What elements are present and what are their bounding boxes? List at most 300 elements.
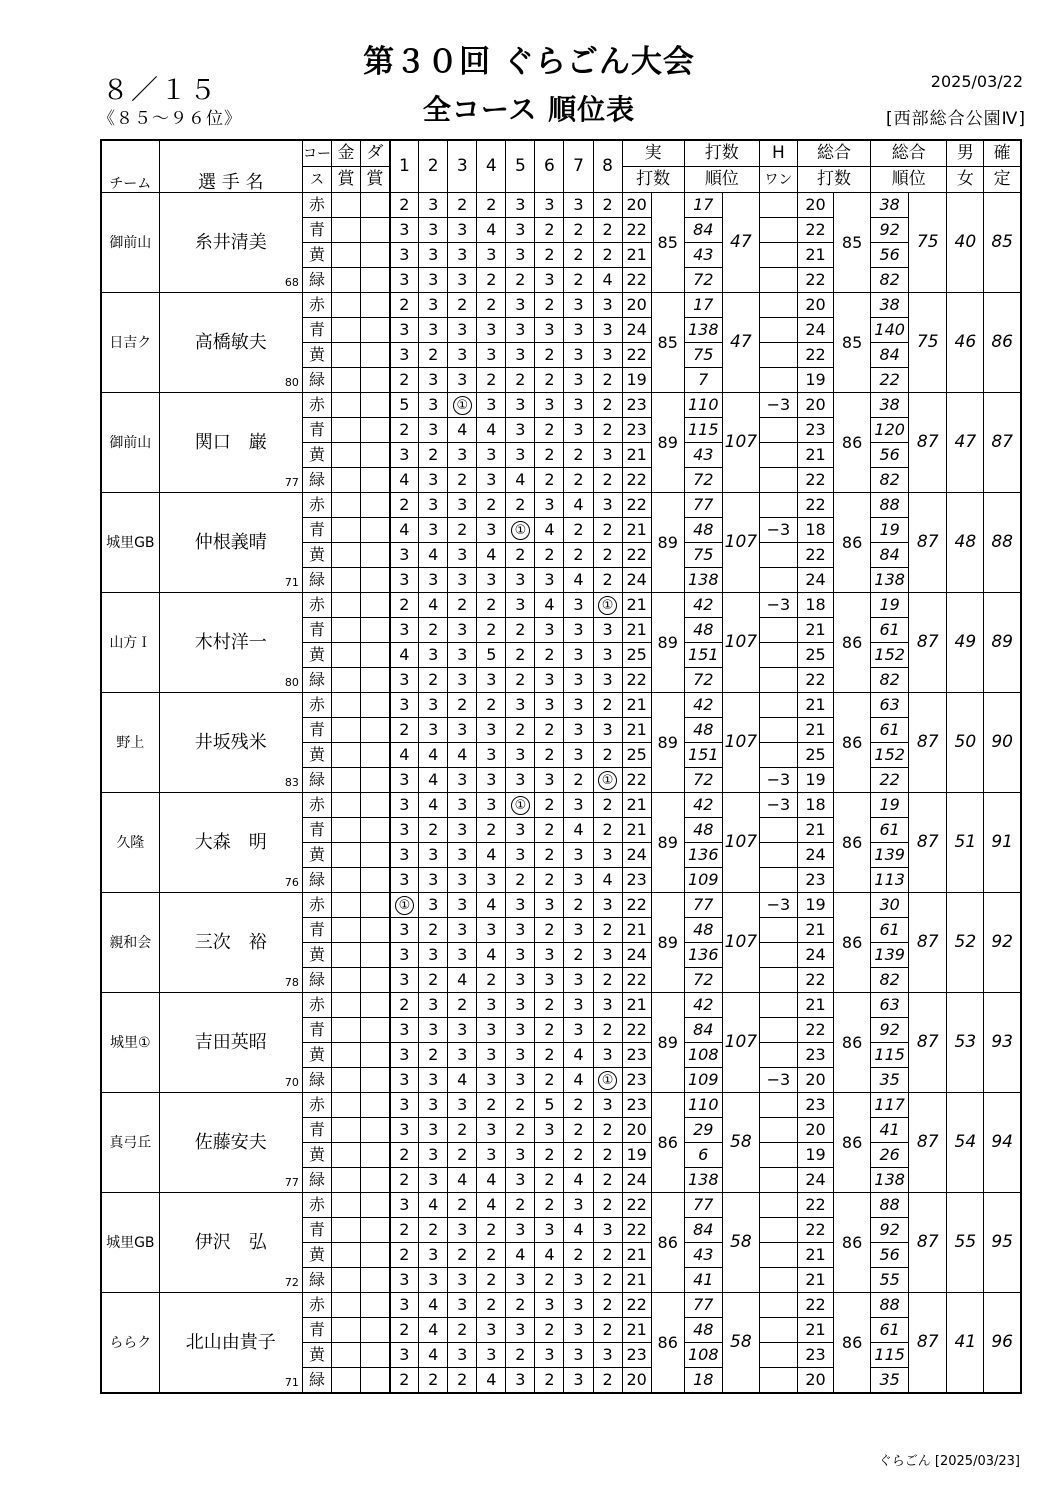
hole-score-value: 3 <box>399 945 410 964</box>
player-cell <box>159 293 302 393</box>
hole-score <box>593 993 622 1018</box>
da-prize-cell <box>361 843 390 868</box>
total-strokes: 86 <box>834 1093 871 1193</box>
actual-strokes: 85 <box>651 193 684 293</box>
adjusted-course-rank: 120 <box>871 418 909 443</box>
hole-score-value: 2 <box>544 720 555 739</box>
hole-score-value: 2 <box>428 1220 439 1239</box>
da-prize-cell <box>361 1043 390 1068</box>
hole-score <box>448 968 477 993</box>
course-rank: 42 <box>684 793 722 818</box>
hole-score-value: 4 <box>457 420 468 439</box>
course-subtotal: 24 <box>622 943 651 968</box>
hole-score <box>419 1193 448 1218</box>
course-color: 緑 <box>302 268 331 293</box>
hole-score <box>535 1093 564 1118</box>
hole-score-value: 3 <box>399 245 410 264</box>
hole-score <box>506 618 535 643</box>
hole-score <box>477 768 506 793</box>
hole-score-value: 4 <box>544 520 555 539</box>
hole-score-value: 3 <box>428 695 439 714</box>
final-rank: 86 <box>984 293 1021 393</box>
hole-score-value: 3 <box>515 195 526 214</box>
hole-score <box>564 943 593 968</box>
final-column-header-1: 確 <box>984 140 1021 167</box>
hole-score-value: 2 <box>573 945 584 964</box>
course-color: 黄 <box>302 443 331 468</box>
hole-score <box>419 793 448 818</box>
final-column-header-2: 定 <box>984 167 1021 193</box>
hole-score-value: 3 <box>573 1295 584 1314</box>
hole-score <box>593 768 622 793</box>
player-name: 井坂残米 <box>194 731 267 753</box>
hole-in-one-adjust <box>759 643 797 668</box>
hole-score-value: 2 <box>602 1245 613 1264</box>
hole-score <box>535 618 564 643</box>
gold-prize-cell <box>331 493 360 518</box>
hole-score <box>593 1143 622 1168</box>
player-cell <box>159 1293 302 1394</box>
hole-score <box>390 1293 419 1318</box>
hole-score-value: 2 <box>457 1370 468 1389</box>
hole-score <box>535 368 564 393</box>
hole-score <box>535 293 564 318</box>
hole-score <box>506 343 535 368</box>
hole-score-value: 3 <box>399 970 410 989</box>
hole-score <box>593 1168 622 1193</box>
hole-score-value: 3 <box>515 595 526 614</box>
hole-score <box>535 1243 564 1268</box>
adjusted-course-rank: 19 <box>871 793 909 818</box>
gender-rank: 50 <box>947 693 984 793</box>
hole-in-one-adjust <box>759 693 797 718</box>
course-rank: 48 <box>684 718 722 743</box>
hole-score-value: 2 <box>602 395 613 414</box>
hole-in-one-adjust <box>759 1168 797 1193</box>
hole-score-value: 3 <box>515 695 526 714</box>
hole-score <box>477 468 506 493</box>
course-rank: 17 <box>684 293 722 318</box>
hole-score-value: 2 <box>544 795 555 814</box>
adjusted-subtotal: 21 <box>797 718 833 743</box>
course-color: 黄 <box>302 243 331 268</box>
hole-score-value: 2 <box>573 470 584 489</box>
final-rank: 89 <box>984 593 1021 693</box>
hole-score <box>593 943 622 968</box>
hole-score-value: 4 <box>602 870 613 889</box>
hole-score-value: 4 <box>573 820 584 839</box>
hole-score-value: 4 <box>486 1170 497 1189</box>
da-prize-cell <box>361 968 390 993</box>
adjusted-course-rank: 19 <box>871 518 909 543</box>
hole-score <box>535 1168 564 1193</box>
hole-score-value: 3 <box>544 670 555 689</box>
hole-score-value: 2 <box>573 520 584 539</box>
gold-prize-cell <box>331 1368 360 1394</box>
hole-score <box>419 468 448 493</box>
hole-score-value: 3 <box>573 1370 584 1389</box>
course-subtotal: 22 <box>622 468 651 493</box>
hole-score <box>390 918 419 943</box>
da-prize-cell <box>361 643 390 668</box>
hole-score <box>535 943 564 968</box>
hole-score-value: 2 <box>573 220 584 239</box>
team-name: 山方Ｉ <box>101 593 159 693</box>
final-rank: 93 <box>984 993 1021 1093</box>
hole-score <box>564 1243 593 1268</box>
course-subtotal: 23 <box>622 1093 651 1118</box>
player-age: 77 <box>284 1176 299 1189</box>
course-color: 青 <box>302 718 331 743</box>
hole-score <box>564 468 593 493</box>
hole-score-value: 2 <box>602 1320 613 1339</box>
da-prize-cell <box>361 543 390 568</box>
adjusted-course-rank: 61 <box>871 1318 909 1343</box>
gold-prize-cell <box>331 193 360 218</box>
hole-score-value: 2 <box>399 995 410 1014</box>
hole-score-value: 3 <box>399 445 410 464</box>
hole-score <box>535 1218 564 1243</box>
adjusted-subtotal: 22 <box>797 493 833 518</box>
course-rank: 42 <box>684 993 722 1018</box>
adjusted-course-rank: 82 <box>871 968 909 993</box>
adjusted-subtotal: 22 <box>797 268 833 293</box>
hole-score <box>564 893 593 918</box>
player-cell <box>159 393 302 493</box>
hole-in-one-adjust <box>759 568 797 593</box>
hole-score <box>448 1343 477 1368</box>
hole-score-value: 3 <box>544 495 555 514</box>
hole-in-one-adjust: −3 <box>759 1068 797 1093</box>
hole-score <box>448 1018 477 1043</box>
hole-score-value: 2 <box>515 670 526 689</box>
course-color: 黄 <box>302 1143 331 1168</box>
course-rank: 108 <box>684 1043 722 1068</box>
hole-score <box>506 1093 535 1118</box>
total-strokes: 86 <box>834 993 871 1093</box>
course-subtotal: 23 <box>622 1343 651 1368</box>
hole-score-value: 3 <box>428 570 439 589</box>
course-subtotal: 24 <box>622 843 651 868</box>
hole-score-value: 2 <box>486 1295 497 1314</box>
course-subtotal: 21 <box>622 518 651 543</box>
hole-score <box>419 668 448 693</box>
hole-score-value: 3 <box>602 1345 613 1364</box>
hole-score <box>535 1193 564 1218</box>
course-column-header-2: ス <box>302 167 331 193</box>
total-rank: 75 <box>909 293 947 393</box>
hole-score-value: 2 <box>602 545 613 564</box>
hole-score <box>564 193 593 218</box>
hole-score <box>390 618 419 643</box>
hole-in-one-adjust <box>759 193 797 218</box>
hole-score-value: 3 <box>428 1270 439 1289</box>
course-subtotal: 20 <box>622 193 651 218</box>
hole-score-value: 3 <box>515 770 526 789</box>
hole-score-value: 4 <box>486 1195 497 1214</box>
hole-score-value: 2 <box>399 370 410 389</box>
hole-score <box>564 1193 593 1218</box>
hole-in-one-adjust: −3 <box>759 893 797 918</box>
course-color: 緑 <box>302 1268 331 1293</box>
hole-score-value: 3 <box>457 495 468 514</box>
hole-in-one-adjust <box>759 968 797 993</box>
da-prize-cell <box>361 418 390 443</box>
hole-score-value: 4 <box>428 1320 439 1339</box>
hole-score-value: 4 <box>486 895 497 914</box>
hole-score <box>477 1168 506 1193</box>
hole-score <box>390 893 419 918</box>
gold-prize-cell <box>331 1218 360 1243</box>
hole-score <box>477 968 506 993</box>
hole-score-value: 3 <box>544 270 555 289</box>
player-cell <box>159 793 302 893</box>
hole-score <box>593 693 622 718</box>
hole-score <box>419 1118 448 1143</box>
course-rank: 42 <box>684 693 722 718</box>
course-subtotal: 21 <box>622 243 651 268</box>
hole-score-value: 3 <box>428 995 439 1014</box>
adjusted-course-rank: 35 <box>871 1368 909 1394</box>
course-color: 黄 <box>302 643 331 668</box>
course-rank: 108 <box>684 1343 722 1368</box>
adjusted-subtotal: 22 <box>797 1218 833 1243</box>
hole-score-value: 2 <box>544 870 555 889</box>
adjusted-subtotal: 22 <box>797 1293 833 1318</box>
course-color: 緑 <box>302 1168 331 1193</box>
da-column-header-2: 賞 <box>361 167 390 193</box>
hole-score-value: 3 <box>515 1070 526 1089</box>
hole-score-value: 3 <box>457 320 468 339</box>
hole-in-one-adjust <box>759 818 797 843</box>
course-subtotal: 20 <box>622 1118 651 1143</box>
gender-column-header-2: 女 <box>947 167 984 193</box>
hole-score-value: 3 <box>515 395 526 414</box>
hole-score <box>477 743 506 768</box>
adjusted-course-rank: 82 <box>871 668 909 693</box>
adjusted-course-rank: 41 <box>871 1118 909 1143</box>
hole-score-value: 3 <box>573 645 584 664</box>
course-subtotal: 22 <box>622 668 651 693</box>
strokes-rank: 107 <box>722 593 759 693</box>
player-age: 80 <box>284 676 299 689</box>
hole-score <box>448 418 477 443</box>
da-prize-cell <box>361 1368 390 1394</box>
da-prize-cell <box>361 1193 390 1218</box>
hole-score <box>419 1068 448 1093</box>
course-rank: 77 <box>684 1193 722 1218</box>
hole-score-value: 3 <box>428 195 439 214</box>
hole-score <box>593 1218 622 1243</box>
hole-score <box>535 1118 564 1143</box>
hole-score-value: 3 <box>573 995 584 1014</box>
adjusted-subtotal: 21 <box>797 618 833 643</box>
hole-score <box>564 1093 593 1118</box>
hole-score <box>477 1018 506 1043</box>
strokes-rank: 107 <box>722 893 759 993</box>
hole-score <box>448 868 477 893</box>
hole-score-value: 2 <box>428 970 439 989</box>
hole-score <box>593 268 622 293</box>
hole-score <box>564 918 593 943</box>
hole-score <box>390 493 419 518</box>
course-rank: 77 <box>684 893 722 918</box>
course-rank: 77 <box>684 1293 722 1318</box>
adjusted-subtotal: 22 <box>797 1193 833 1218</box>
adjusted-course-rank: 61 <box>871 718 909 743</box>
hole-score <box>535 243 564 268</box>
hole-score-value: 2 <box>486 970 497 989</box>
hole-score-value: 2 <box>544 1145 555 1164</box>
player-age: 71 <box>284 576 299 589</box>
hole-score-value: 5 <box>486 645 497 664</box>
hole-score-value: 3 <box>428 320 439 339</box>
course-color: 緑 <box>302 568 331 593</box>
hole-score-value: 3 <box>428 895 439 914</box>
hole-score-value: 3 <box>457 1270 468 1289</box>
da-prize-cell <box>361 718 390 743</box>
course-subtotal: 21 <box>622 993 651 1018</box>
hole-score <box>390 1318 419 1343</box>
total-strokes: 86 <box>834 1293 871 1394</box>
hole-score <box>593 243 622 268</box>
gender-rank: 52 <box>947 893 984 993</box>
hole-in-one-adjust <box>759 493 797 518</box>
hole-score <box>390 843 419 868</box>
adjusted-subtotal: 19 <box>797 1143 833 1168</box>
hole-score-value: 3 <box>602 620 613 639</box>
hole-score-value: 3 <box>486 1145 497 1164</box>
course-color: 黄 <box>302 1243 331 1268</box>
hole-score-value: 3 <box>486 570 497 589</box>
hole-score <box>477 593 506 618</box>
gold-prize-cell <box>331 618 360 643</box>
adjusted-subtotal: 18 <box>797 593 833 618</box>
adjusted-course-rank: 38 <box>871 293 909 318</box>
hole-score <box>448 193 477 218</box>
gold-prize-cell <box>331 268 360 293</box>
hole-score-value: 3 <box>399 1045 410 1064</box>
hole-score-value: 3 <box>428 470 439 489</box>
adjusted-subtotal: 22 <box>797 668 833 693</box>
table-row <box>101 493 1021 518</box>
adjusted-subtotal: 22 <box>797 1018 833 1043</box>
hole-score-value: 2 <box>573 1145 584 1164</box>
hole-score-value: 3 <box>428 1095 439 1114</box>
actual-strokes: 89 <box>651 893 684 993</box>
course-color: 青 <box>302 418 331 443</box>
hole-score <box>506 1243 535 1268</box>
strokes-rank: 107 <box>722 493 759 593</box>
total-strokes: 86 <box>834 493 871 593</box>
adjusted-subtotal: 20 <box>797 293 833 318</box>
hole-score-value: 3 <box>486 720 497 739</box>
hole-score-value: 3 <box>544 1345 555 1364</box>
hole-score <box>506 393 535 418</box>
da-prize-cell <box>361 1093 390 1118</box>
hole-score-value: 2 <box>544 370 555 389</box>
hole-score <box>448 1093 477 1118</box>
hole-score-value: 3 <box>573 670 584 689</box>
results-table <box>100 139 1022 1394</box>
hole-score-value: 3 <box>457 770 468 789</box>
hole-score <box>506 1068 535 1093</box>
hole-score-value: 2 <box>573 895 584 914</box>
course-subtotal: 22 <box>622 1293 651 1318</box>
adjusted-course-rank: 152 <box>871 643 909 668</box>
hole-score-value: 3 <box>399 1270 410 1289</box>
hole-score-value: 2 <box>602 1020 613 1039</box>
hole-score <box>506 543 535 568</box>
gold-prize-cell <box>331 1268 360 1293</box>
hole-score <box>390 193 419 218</box>
hole-score <box>477 993 506 1018</box>
hole-score <box>593 668 622 693</box>
hole-score <box>535 668 564 693</box>
actual-strokes: 86 <box>651 1293 684 1394</box>
hole-score-value: 3 <box>457 1220 468 1239</box>
course-subtotal: 24 <box>622 318 651 343</box>
player-age: 83 <box>284 776 299 789</box>
hole-score-value: 3 <box>573 620 584 639</box>
hole-score <box>419 368 448 393</box>
da-prize-cell <box>361 193 390 218</box>
player-cell <box>159 893 302 993</box>
strokes-rank: 107 <box>722 393 759 493</box>
course-subtotal: 22 <box>622 543 651 568</box>
da-prize-cell <box>361 743 390 768</box>
hole-score-value: 2 <box>399 495 410 514</box>
course-subtotal: 23 <box>622 1068 651 1093</box>
hole-score-value: 3 <box>399 1295 410 1314</box>
team-header-label: チーム <box>109 176 152 192</box>
hole-score-value: 3 <box>573 720 584 739</box>
gold-prize-cell <box>331 318 360 343</box>
hole-in-one-mark: ① <box>598 1071 617 1090</box>
course-subtotal: 21 <box>622 443 651 468</box>
hole-score-value: 3 <box>602 895 613 914</box>
hole-score <box>506 1368 535 1394</box>
adjusted-subtotal: 22 <box>797 968 833 993</box>
adjusted-course-rank: 138 <box>871 1168 909 1193</box>
course-rank: 72 <box>684 268 722 293</box>
hole-score <box>448 293 477 318</box>
hole-score <box>477 893 506 918</box>
hole-score <box>448 543 477 568</box>
hole-score <box>564 1118 593 1143</box>
hole-score-value: 3 <box>399 545 410 564</box>
hole-score <box>535 693 564 718</box>
da-prize-cell <box>361 1218 390 1243</box>
hole-score <box>390 518 419 543</box>
hole-score <box>448 1193 477 1218</box>
hole-score-value: 3 <box>515 445 526 464</box>
hole-score <box>535 318 564 343</box>
hole-score-value: 2 <box>602 1370 613 1389</box>
course-color: 青 <box>302 318 331 343</box>
course-subtotal: 22 <box>622 1193 651 1218</box>
course-rank: 84 <box>684 1218 722 1243</box>
hole-score <box>593 343 622 368</box>
hole-score <box>448 793 477 818</box>
adjusted-course-rank: 152 <box>871 743 909 768</box>
course-subtotal: 20 <box>622 293 651 318</box>
final-rank: 91 <box>984 793 1021 893</box>
hole-score-value: 3 <box>428 870 439 889</box>
gold-prize-cell <box>331 918 360 943</box>
hole-score <box>506 593 535 618</box>
hole-score-value: 3 <box>457 895 468 914</box>
